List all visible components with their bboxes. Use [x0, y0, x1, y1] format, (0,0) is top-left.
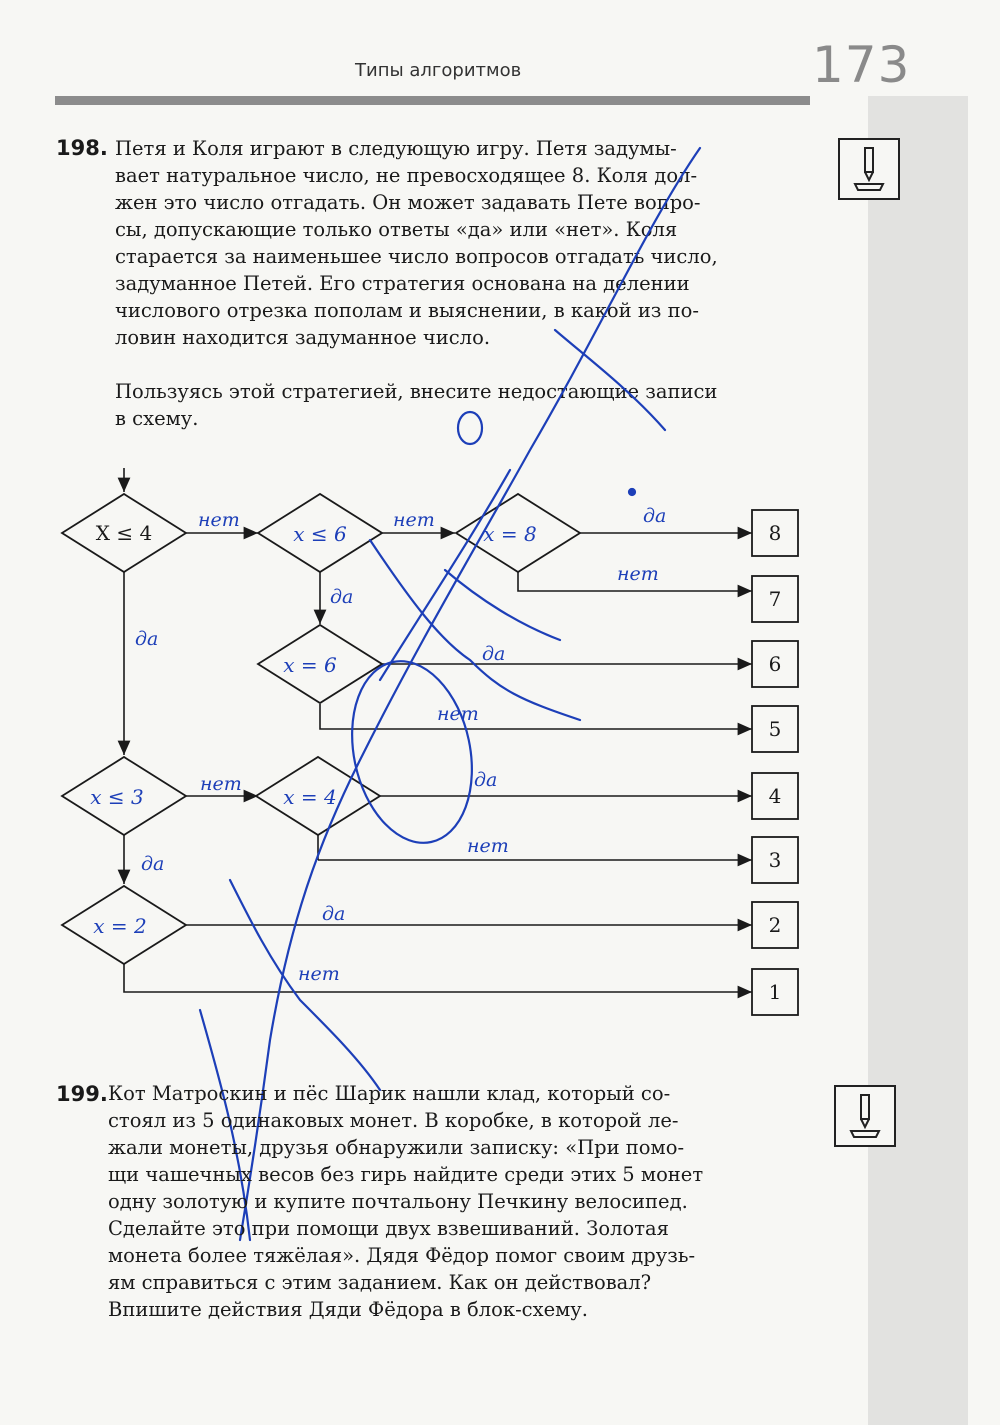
task-199-line: Кот Матроскин и пёс Шарик нашли клад, который со-: [108, 1082, 671, 1105]
task-199-number: 199.: [56, 1082, 108, 1106]
label-no: нет: [393, 509, 435, 531]
task-198-line: старается за наименьшее число вопросов отгадать число,: [115, 245, 718, 268]
label-no: нет: [467, 835, 509, 857]
output-label-7: 7: [768, 587, 782, 611]
task-198-line: жен это число отгадать. Он может задавать Пете вопро-: [115, 191, 701, 214]
task-199-line: Впишите действия Дяди Фёдора в блок-схему.: [108, 1298, 588, 1321]
label-no: нет: [200, 773, 242, 795]
label-yes: да: [474, 769, 498, 791]
task-199-line: жали монеты, друзья обнаружили записку: «При помо-: [108, 1136, 685, 1159]
task-199-line: стоял из 5 одинаковых монет. В коробке, в которой ле-: [108, 1109, 679, 1132]
task-199-line: Сделайте это при помощи двух взвешиваний. Золотая: [108, 1217, 669, 1240]
task-199-line: одну золотую и купите почтальону Печкину велосипед.: [108, 1190, 688, 1213]
pen-scribbles: [200, 148, 700, 1240]
task-198-line: задуманное Петей. Его стратегия основана на делении: [115, 272, 690, 295]
label-no: нет: [617, 563, 659, 585]
handwritten-condition: x ≤ 3: [90, 785, 144, 809]
instruction-line: в схему.: [115, 407, 199, 430]
output-label-1: 1: [768, 980, 782, 1004]
task-198-line: сы, допускающие только ответы «да» или «нет». Коля: [115, 218, 678, 241]
task-198-line: числового отрезка пополам и выяснении, в какой из по-: [115, 299, 699, 322]
page-number: 173: [812, 36, 911, 94]
hammer-anvil-icon: [834, 1085, 896, 1147]
label-no: нет: [437, 703, 479, 725]
label-yes: да: [482, 643, 506, 665]
task-199-line: ям справиться с этим заданием. Как он действовал?: [108, 1271, 652, 1294]
output-label-8: 8: [768, 521, 782, 545]
handwritten-condition: x = 6: [283, 653, 337, 677]
output-label-3: 3: [768, 848, 782, 872]
task-198-number: 198.: [56, 136, 108, 160]
running-title: Типы алгоритмов: [355, 60, 522, 81]
flow-lines: [124, 468, 752, 992]
label-yes: да: [322, 903, 346, 925]
handwritten-condition: x = 4: [283, 785, 337, 809]
output-label-6: 6: [768, 652, 782, 676]
label-yes: да: [141, 853, 165, 875]
label-yes: да: [330, 586, 354, 608]
handwritten-condition: x = 2: [93, 914, 147, 938]
instruction-line: Пользуясь этой стратегией, внесите недостающие записи: [115, 380, 718, 403]
handwritten-condition: x ≤ 6: [293, 522, 347, 546]
label-yes: да: [135, 628, 159, 650]
task-198-line: ловин находится задуманное число.: [115, 326, 491, 349]
task-199-line: щи чашечных весов без гирь найдите среди этих 5 монет: [108, 1163, 704, 1186]
task-198-line: вает натуральное число, не превосходящее 8. Коля дол-: [115, 164, 698, 187]
handwritten-condition: x = 8: [483, 522, 537, 546]
task-199-text: [108, 1080, 803, 1323]
output-label-4: 4: [768, 784, 782, 808]
output-label-2: 2: [768, 913, 782, 937]
task-199-line: монета более тяжёлая». Дядя Фёдор помог своим друзь-: [108, 1244, 696, 1267]
label-no: нет: [198, 509, 240, 531]
output-label-5: 5: [768, 717, 782, 741]
label-no: нет: [298, 963, 340, 985]
task-198-line: Петя и Коля играют в следующую игру. Петя задумы-: [115, 137, 677, 160]
label-yes: да: [643, 505, 667, 527]
printed-condition: X ≤ 4: [95, 521, 153, 545]
